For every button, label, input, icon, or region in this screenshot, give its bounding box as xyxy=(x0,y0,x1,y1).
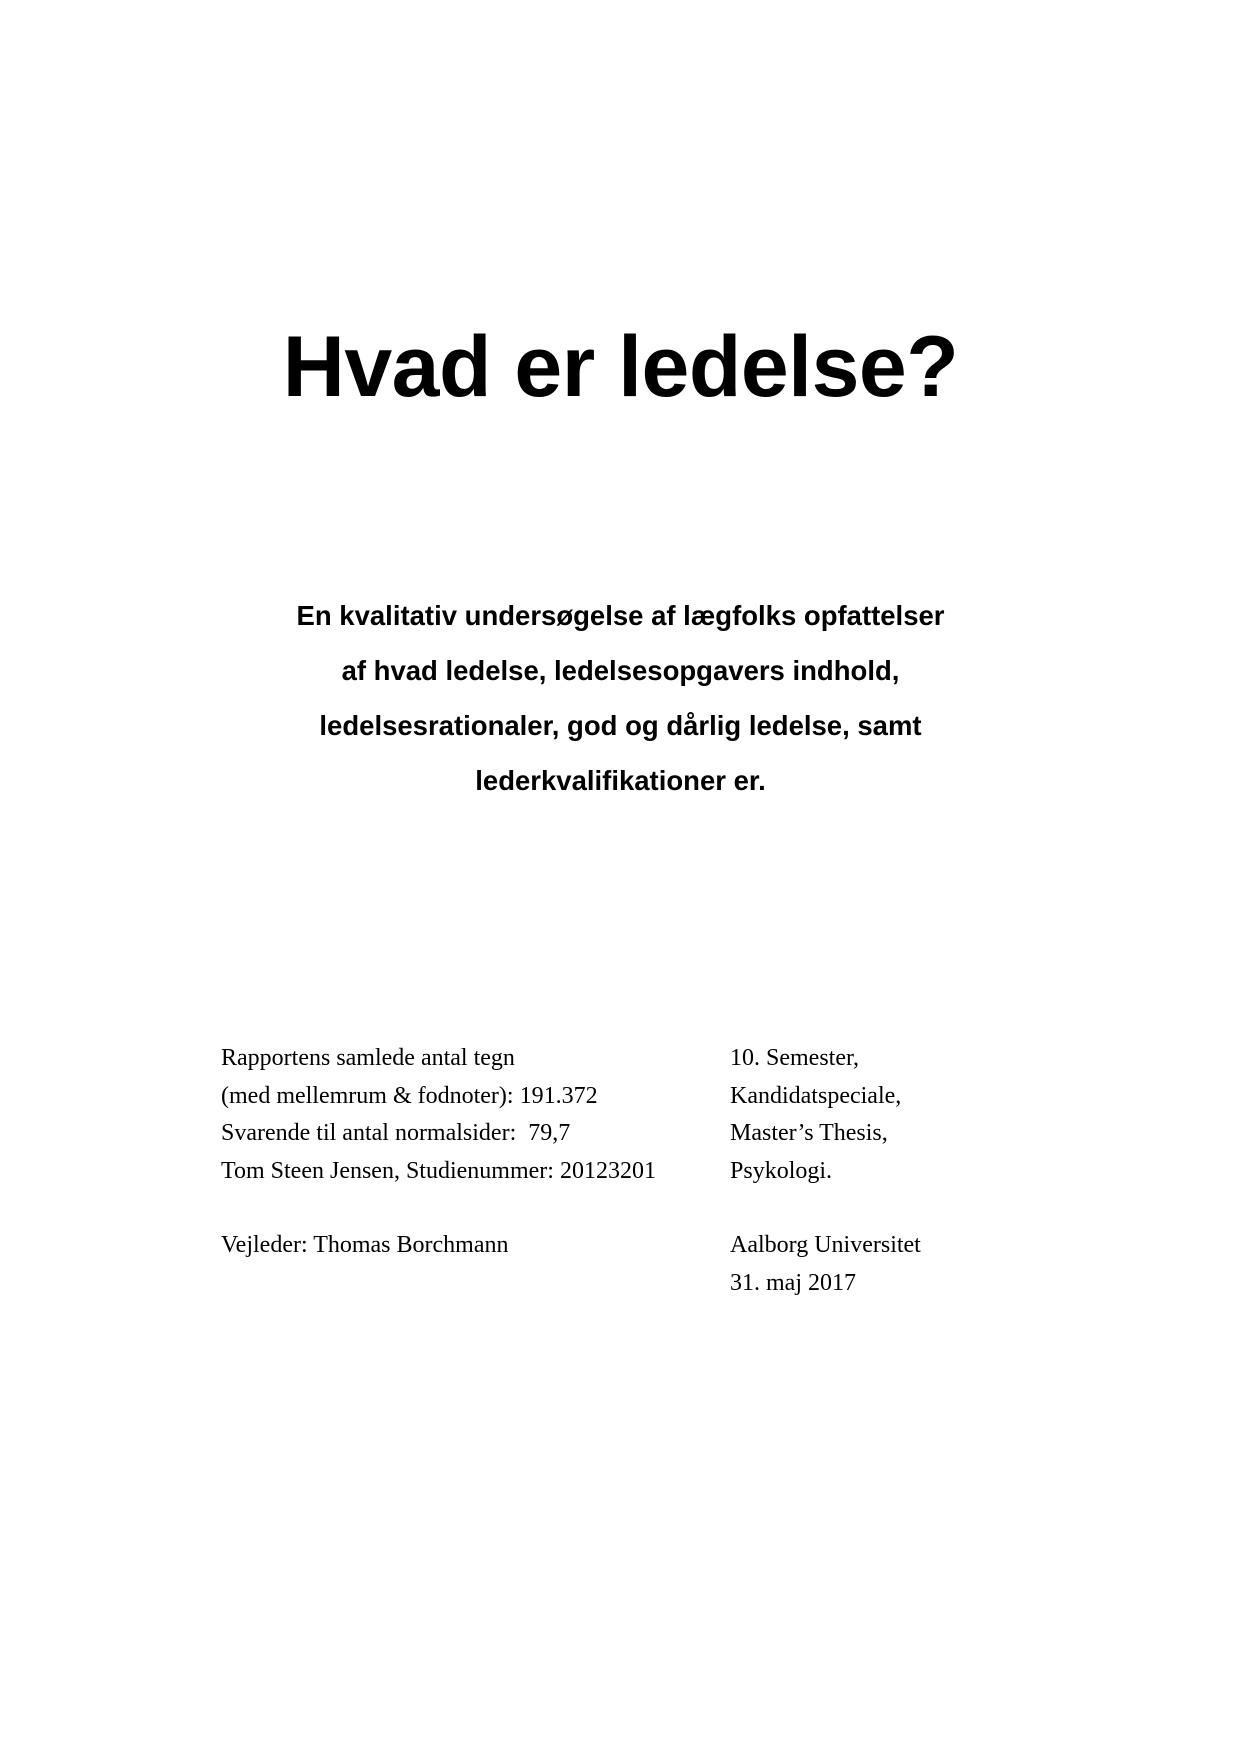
subtitle-line-2: af hvad ledelse, ledelsesopgavers indhold, xyxy=(341,655,900,686)
colophon-block xyxy=(221,1040,1021,1302)
date-line: 31. maj 2017 xyxy=(730,1269,856,1296)
title-block xyxy=(0,319,1241,415)
supervisor-line: Vejleder: Thomas Borchmann xyxy=(221,1232,509,1258)
colophon-left-line-3: Svarende til antal normalsider: 79,7 xyxy=(221,1120,571,1146)
colophon-report-details xyxy=(221,1040,730,1190)
subtitle-block xyxy=(205,588,1036,808)
subtitle-line-1: En kvalitativ undersøgelse af lægfolks opfattelser xyxy=(296,600,945,631)
colophon-left-line-2: (med mellemrum & fodnoter): 191.372 xyxy=(221,1082,598,1109)
page-title: Hvad er ledelse? xyxy=(282,319,959,415)
colophon-right-line-3: Master’s Thesis, xyxy=(730,1120,888,1146)
document-subtitle xyxy=(205,588,1036,808)
subtitle-line-4: lederkvalifikationer er. xyxy=(475,765,766,796)
colophon-spacer xyxy=(221,1190,1021,1227)
colophon-programme-details xyxy=(730,1040,1021,1190)
colophon-primary-row xyxy=(221,1040,1021,1190)
colophon-right-line-1: 10. Semester, xyxy=(730,1045,860,1071)
colophon-left-line-4: Tom Steen Jensen, Studienummer: 20123201 xyxy=(221,1157,656,1184)
subtitle-line-3: ledelsesrationaler, god og dårlig ledelse, samt xyxy=(319,710,922,741)
institution-line: Aalborg Universitet xyxy=(730,1232,921,1258)
colophon-secondary-row xyxy=(221,1227,1021,1302)
colophon-supervisor xyxy=(221,1227,730,1265)
colophon-left-line-1: Rapportens samlede antal tegn xyxy=(221,1045,515,1071)
colophon-institution xyxy=(730,1227,1021,1302)
colophon-right-line-4: Psykologi. xyxy=(730,1157,833,1184)
colophon-right-line-2: Kandidatspeciale, xyxy=(730,1082,902,1109)
